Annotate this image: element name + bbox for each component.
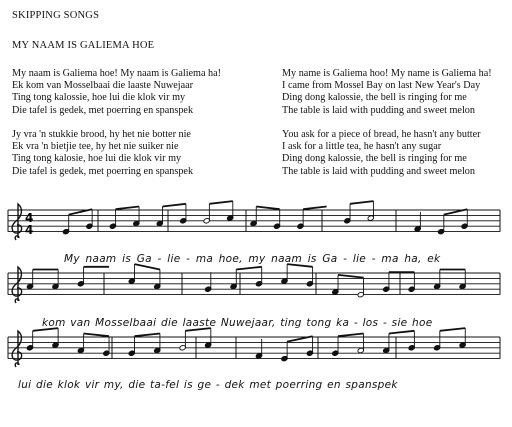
verse-line: Die tafel is gedek, met poerring en spanspek [12, 165, 194, 177]
note-beam [389, 331, 414, 334]
time-signature-top: 4 [25, 211, 34, 225]
verse-line: Ek kom van Mosselbaai die laaste Nuwejaar [12, 80, 194, 92]
note-beam [209, 201, 232, 204]
song-title: MY NAAM IS GALIEMA HOE [12, 40, 155, 51]
verse-line: My naam is Galiema hoe! My naam is Galiema ha! [12, 68, 222, 79]
verse-line: Ding dong kalossie, the bell is ringing for me [282, 153, 467, 165]
note-beam [134, 334, 159, 337]
verse-line: Ting tong kalossie, hoe lui die klok vir my [12, 92, 186, 104]
note-beam [303, 207, 326, 210]
note-beam [338, 334, 363, 337]
verse-line: Ding dong kalossie, the bell is ringing for me [282, 92, 467, 104]
verse-line: Ek vra 'n bietjie tee, hy het nie suiker nie [12, 141, 179, 153]
verse-line: I ask for a little tea, he hasn't any sugar [282, 141, 442, 153]
note-beam [440, 328, 465, 331]
verse-line: I came from Mossel Bay on last New Year's Day [282, 80, 481, 92]
verse-line: The table is laid with pudding and sweet melon [282, 104, 475, 116]
treble-clef-icon [12, 204, 21, 240]
note-beam [162, 204, 185, 207]
lyrics-line-3: lui die klok vir my, die ta-fel is ge - dek met poerring en spanspek [18, 379, 398, 391]
note-beam [236, 267, 261, 270]
note-beam [338, 275, 363, 278]
verse-line: Ting tong kalosie, hoe lui die klok vir my [12, 153, 182, 165]
verse-line: Jy vra 'n stukkie brood, hy het nie botter nie [12, 129, 191, 140]
verse-line: The table is laid with pudding and sweet melon [282, 165, 475, 177]
note-beam [350, 201, 373, 204]
note-beam [116, 207, 139, 210]
time-signature-bottom: 4 [25, 223, 34, 237]
note-beam [256, 207, 279, 210]
verse-line: Die tafel is gedek, met poerring en spanspek [12, 104, 194, 116]
treble-clef-icon [12, 331, 21, 367]
verse-line: My name is Galiema hoo! My name is Galiema ha! [282, 68, 492, 79]
note-beam [84, 334, 109, 337]
verse-line: You ask for a piece of bread, he hasn't any butter [282, 129, 481, 140]
lyrics-line-2: kom van Mosselbaai die laaste Nuwejaar, ting tong ka - los - sie hoe [42, 317, 433, 329]
treble-clef-icon [12, 267, 21, 303]
lyrics-line-1: My naam is Ga - lie - ma hoe, my naam is Ga - lie - ma ha, ek [64, 253, 441, 265]
section-heading: SKIPPING SONGS [12, 10, 100, 21]
